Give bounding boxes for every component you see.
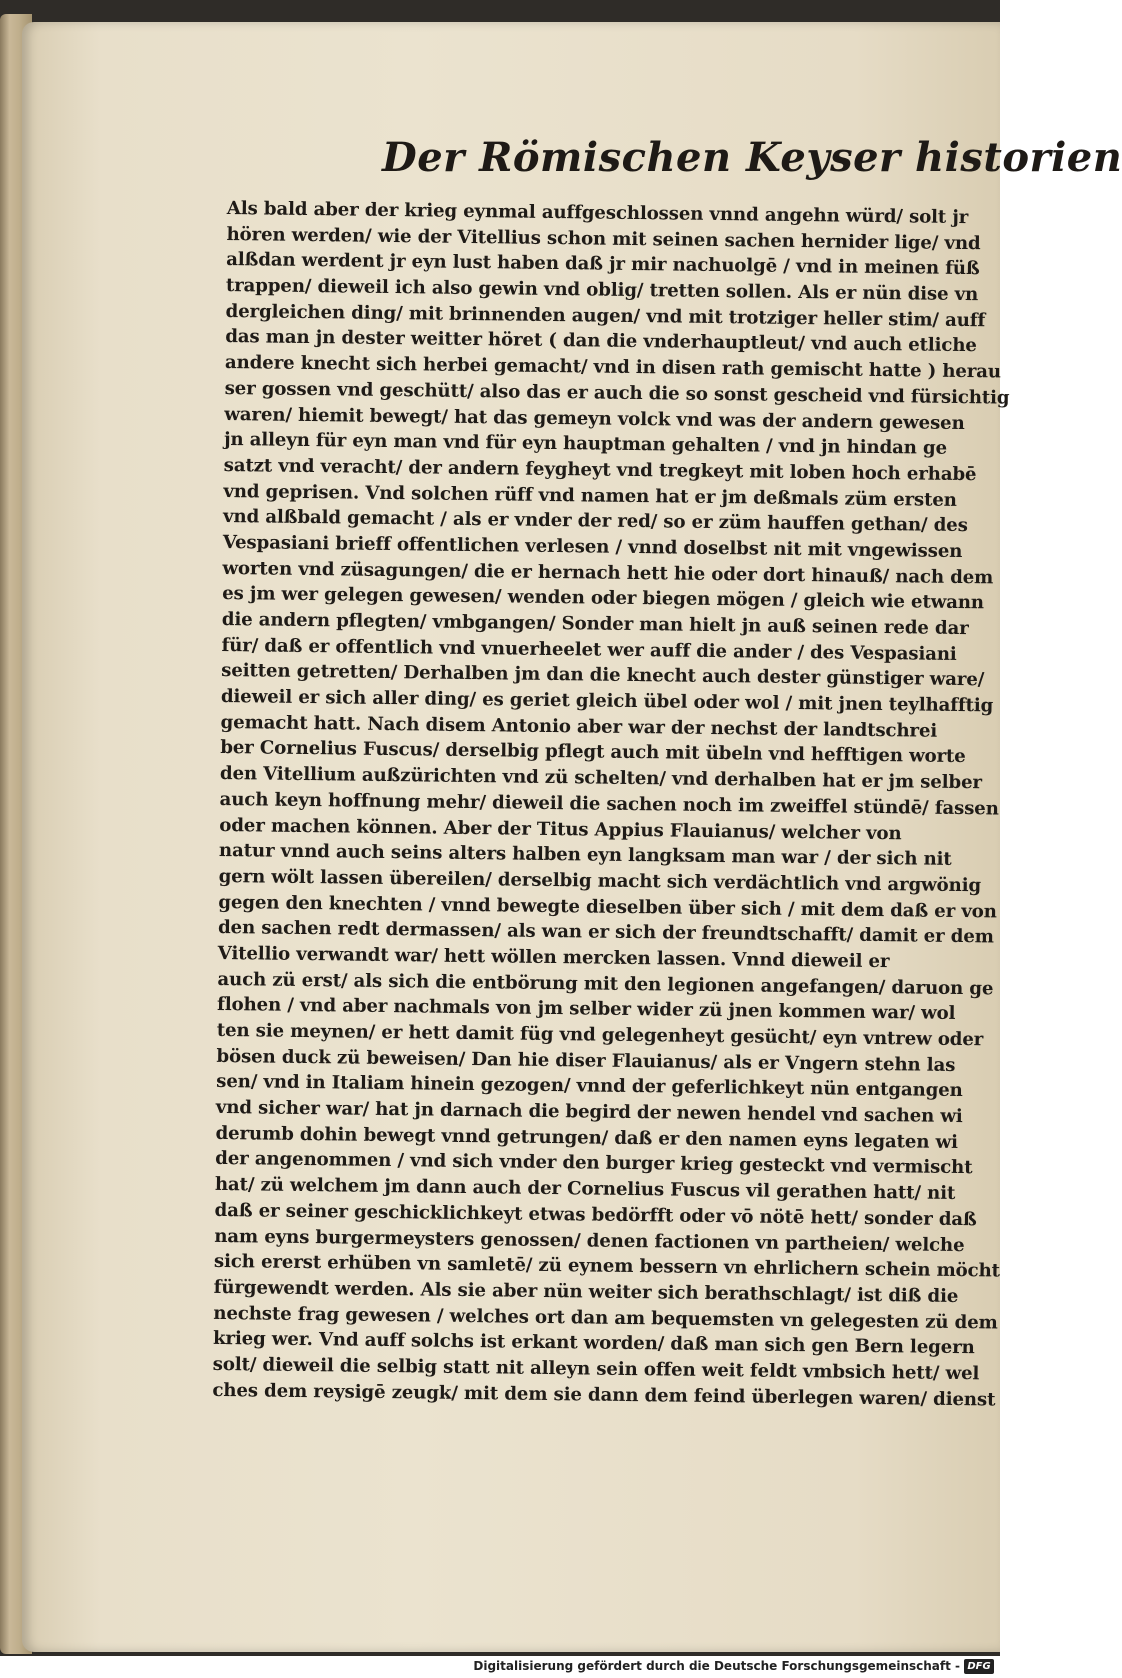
- text-line: waren/ hiemit bewegt/ hat das gemeyn volck vnd was der andern gewesen: [224, 403, 965, 434]
- text-line: fürgewendt werden. Als sie aber nün weiter sich berathschlagt/ ist diß die: [213, 1276, 959, 1307]
- text-line: die andern pflegten/ vmbgangen/ Sonder man hielt jn auß seinen rede dar: [221, 608, 969, 640]
- text-line: ser gossen vnd geschütt/ also das er auch die so sonst gescheid vnd fürsichtig: [224, 377, 1010, 409]
- text-line: gegen den knechten / vnnd bewegte dieselben über sich / mit dem daß er von: [218, 891, 997, 923]
- text-line: flohen / vnd aber nachmals von jm selber wider zü jnen kommen war/ wol: [216, 994, 956, 1025]
- text-line: bösen duck zü beweisen/ Dan hie diser Flauianus/ als er Vngern stehn las: [216, 1045, 956, 1076]
- text-line: sen/ vnd in Italiam hinein gezogen/ vnnd der geferlichkeyt nün entgangen: [216, 1071, 963, 1102]
- text-line: vnd alßbald gemacht / als er vnder der red/ so er züm hauffen gethan/ des: [222, 506, 968, 537]
- text-line: andere knecht sich herbei gemacht/ vnd in disen rath gemischt hatte ) herau: [224, 352, 1002, 383]
- text-line: gemacht hatt. Nach disem Antonio aber war der nechst der landtschrei: [220, 711, 938, 742]
- text-line: jn alleyn für eyn man vnd für eyn hauptman gehalten / vnd jn hindan ge: [223, 429, 948, 460]
- text-line: Vespasiani brieff offentlichen verlesen / vnnd doselbst nit mit vngewissen: [222, 531, 963, 562]
- dfg-logo-icon: DFG: [964, 1659, 994, 1674]
- text-line: ber Cornelius Fuscus/ derselbig pflegt auch mit übeln vnd hefftigen worte: [220, 737, 966, 768]
- text-line: dieweil er sich aller ding/ es geriet gleich übel oder wol / mit jnen teylhafftig: [220, 686, 994, 717]
- text-line: derumb dohin bewegt vnnd getrungen/ daß er den namen eyns legaten wi: [215, 1122, 958, 1153]
- text-line: Vitellio verwandt war/ hett wöllen mercken lassen. Vnnd dieweil er: [217, 942, 890, 973]
- text-line: natur vnnd auch seins alters halben eyn langksam man war / der sich nit: [218, 840, 952, 871]
- text-line: oder machen können. Aber der Titus Appius Flauianus/ welcher von: [219, 814, 902, 844]
- text-line: krieg wer. Vnd auff solchs ist erkant worden/ daß man sich gen Bern legern: [212, 1328, 975, 1359]
- text-line: für/ daß er offentlich vnd vnuerheelet wer auff die ander / des Vespasiani: [221, 634, 957, 665]
- text-line: vnd geprisen. Vnd solchen rüff vnd namen hat er jm deßmals züm ersten: [223, 480, 957, 511]
- text-line: auch zü erst/ als sich die entbörung mit den legionen angefangen/ daruon ge: [217, 968, 994, 1000]
- book-page: [22, 22, 1122, 1652]
- text-line: seitten getretten/ Derhalben jm dan die knecht auch dester günstiger ware/: [221, 660, 985, 691]
- text-line: es jm wer gelegen gewesen/ wenden oder biegen mögen / gleich wie etwann: [222, 583, 985, 614]
- running-head: Der Römischen Keyser historien: [382, 134, 1122, 181]
- text-line: hören werden/ wie der Vitellius schon mit seinen sachen hernider lige/ vnd: [226, 223, 981, 254]
- text-line: auch keyn hoffnung mehr/ dieweil die sachen noch im zweiffel stündē/ fassen: [219, 788, 999, 820]
- text-line: sich ererst erhüben vn samletē/ zü eynem bessern vn ehrlichern schein möcht: [213, 1251, 1000, 1282]
- text-line: nechste frag gewesen / welches ort dan am bequemsten vn gelegesten zü dem: [213, 1302, 998, 1334]
- text-line: den Vitellium außzürichten vnd zü schelten/ vnd derhalben hat er jm selber: [219, 763, 983, 794]
- text-line: solt/ dieweil die selbig statt nit alleyn sein offen weit feldt vmbsich hett/ wel: [212, 1353, 980, 1385]
- text-line: gern wölt lassen übereilen/ derselbig macht sich verdächtlich vnd argwönig: [218, 865, 982, 897]
- text-line: Als bald aber der krieg eynmal auffgeschlossen vnnd angehn würd/ solt jr: [226, 197, 969, 229]
- digitization-footer: [0, 1656, 1000, 1678]
- footer-credit: Digitalisierung gefördert durch die Deutsche Forschungsgemeinschaft -: [473, 1659, 960, 1673]
- text-line: trappen/ dieweil ich also gewin vnd oblig/ tretten sollen. Als er nün dise vn: [225, 275, 979, 306]
- body-text: [212, 196, 1010, 1413]
- text-line: vnd sicher war/ hat jn darnach die begird der newen hendel vnd sachen wi: [215, 1096, 963, 1128]
- text-line: satzt vnd veracht/ der andern feygheyt vnd tregkeyt mit loben hoch erhabē: [223, 454, 977, 486]
- text-line: ten sie meynen/ er hett damit füg vnd gelegenheyt gesücht/ eyn vntrew oder: [216, 1019, 984, 1051]
- text-line: der angenommen / vnd sich vnder den burger krieg gesteckt vnd vermischt: [215, 1148, 973, 1179]
- text-line: worten vnd züsagungen/ die er hernach hett hie oder dort hinauß/ nach dem: [222, 557, 994, 589]
- text-line: dergleichen ding/ mit brinnenden augen/ vnd mit trotziger heller stim/ auff: [225, 300, 986, 332]
- text-line: nam eyns burgermeysters genossen/ denen factionen vn partheien/ welche: [214, 1225, 965, 1256]
- text-line: daß er seiner geschicklichkeyt etwas bedörfft oder vō nötē hett/ sonder daß: [214, 1199, 977, 1231]
- text-line: das man jn dester weitter höret ( dan die vnderhauptleut/ vnd auch etliche: [225, 326, 977, 357]
- text-line: ches dem reysigē zeugk/ mit dem sie dann dem feind überlegen waren/ dienst: [212, 1379, 996, 1411]
- text-line: den sachen redt dermassen/ als wan er sich der freundtschafft/ damit er dem: [217, 917, 994, 948]
- text-line: alßdan werdent jr eyn lust haben daß jr mir nachuolgē / vnd in meinen füß: [226, 249, 980, 280]
- text-line: hat/ zü welchem jm dann auch der Cornelius Fuscus vil gerathen hatt/ nit: [214, 1174, 956, 1205]
